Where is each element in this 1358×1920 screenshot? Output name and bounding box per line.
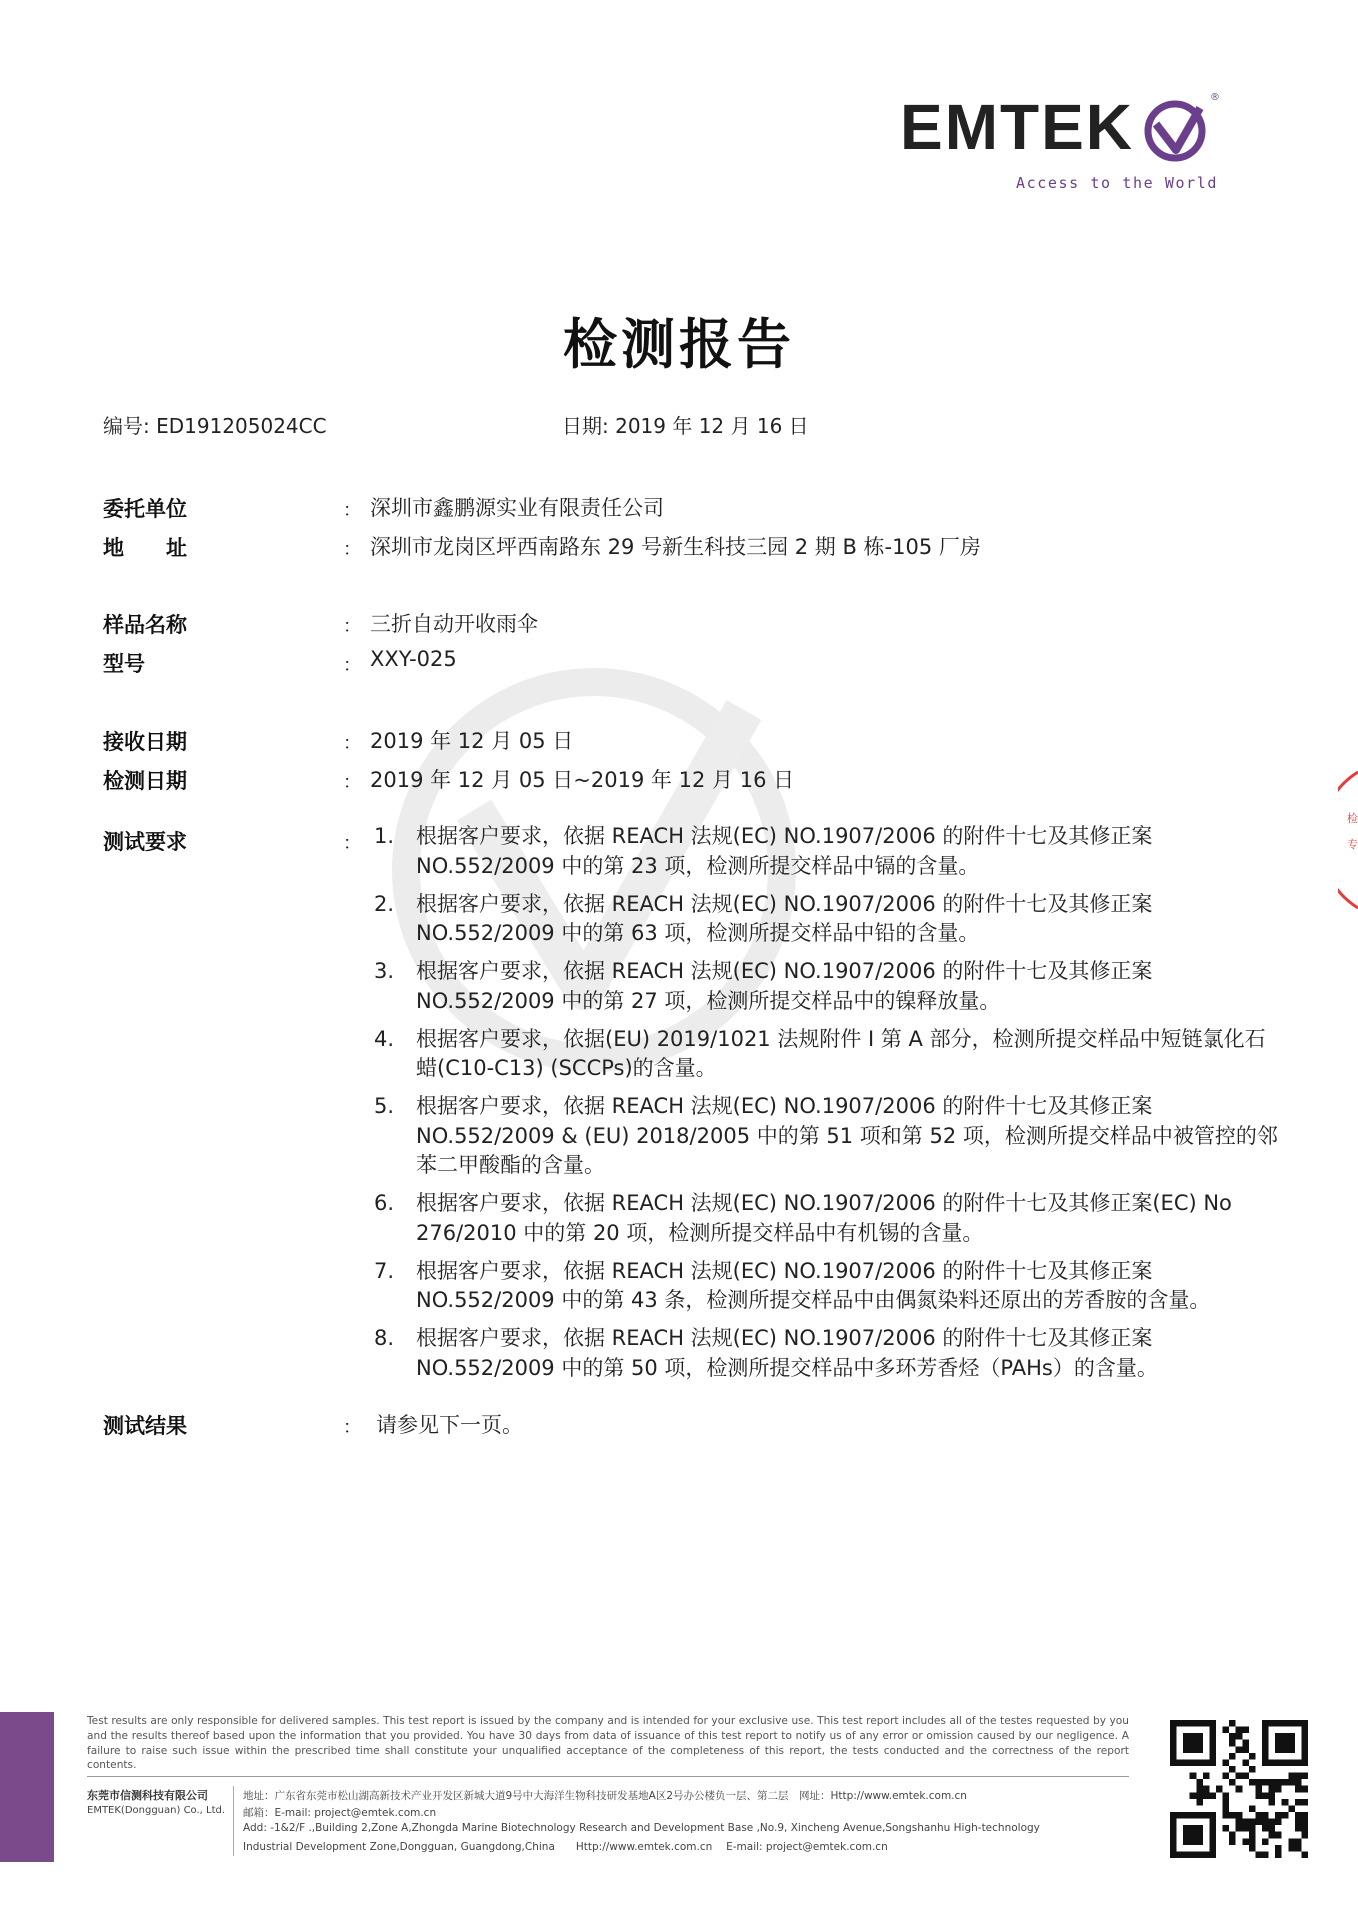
requirement-item [368,1092,1278,1181]
colon: ： [343,833,361,854]
emtek-logo [900,92,1230,202]
svg-text:检: 检 [1347,812,1358,825]
footer-disclaimer: Test results are only responsible for delivered samples. This test report is issued by the company and is intended for your exclusive use. This test report includes all of the testes requested by you and the results thereof based upon the information that you provided. You have 30 days from data of issuance of this test report to notify us of any error or omission caused by our negligence. A failure to raise such issue within the prescribed time shall constitute your unqualified acceptance of the completeness of this report, the tests conducted and the correctness of the report contents. [87,1715,1129,1772]
logo-wordmark: EMTEK [900,91,1134,163]
footer-divider [87,1776,1129,1777]
address-value: 深圳市龙岗区坪西南路东 29 号新生科技三园 2 期 B 栋-105 厂房 [370,535,981,559]
requirement-text: 根据客户要求，依据 REACH 法规(EC) NO.1907/2006 的附件十七及其修正案(EC) No 276/2010 中的第 20 项，检测所提交样品中有机锡的含量。 [416,1191,1232,1245]
colon: ： [343,733,361,754]
requirement-item [368,890,1278,949]
company-name-en: EMTEK(Dongguan) Co., Ltd. [87,1805,226,1816]
requirement-text: 根据客户要求，依据 REACH 法规(EC) NO.1907/2006 的附件十七及其修正案 NO.552/2009 中的第 27 项，检测所提交样品中的镍释放量。 [416,959,1153,1013]
address-label: 地 址 [103,536,187,560]
report-date: 日期: 2019 年 12 月 16 日 [562,414,809,438]
svg-text:专: 专 [1347,838,1358,851]
received-date-value: 2019 年 12 月 05 日 [370,729,574,753]
registered-mark: ® [1210,92,1220,103]
address-en-line2: Industrial Development Zone,Dongguan, Guangdong,China Http://www.emtek.com.cn E-mail: project@emtek.com.cn [243,1841,888,1853]
sample-name-value: 三折自动开收雨伞 [370,612,538,636]
checkmark-circle-icon [1142,98,1208,164]
colon: ： [343,500,361,521]
logo-tagline: Access to the World [1016,174,1218,192]
client-value: 深圳市鑫鹏源实业有限责任公司 [370,496,664,520]
requirement-text: 根据客户要求，依据 REACH 法规(EC) NO.1907/2006 的附件十七及其修正案 NO.552/2009 中的第 43 条，检测所提交样品中由偶氮染料还原出的芳香胺的含量。 [416,1258,1211,1312]
colon: ： [343,539,361,560]
requirement-number: 5. [374,1094,395,1118]
requirements-label: 测试要求 [103,830,187,854]
colon: ： [343,616,361,637]
results-value: 请参见下一页。 [376,1413,523,1437]
address-en-line1: Add: -1&2/F .,Building 2,Zone A,Zhongda Marine Biotechnology Research and Development Base ,No.9, Xincheng Avenue,Songshanhu High-technology [243,1822,1040,1834]
client-label: 委托单位 [103,497,187,521]
requirement-item [368,957,1278,1016]
requirement-text: 根据客户要求，依据 REACH 法规(EC) NO.1907/2006 的附件十七及其修正案 NO.552/2009 中的第 63 项，检测所提交样品中铅的含量。 [416,891,1153,945]
requirement-text: 根据客户要求，依据 REACH 法规(EC) NO.1907/2006 的附件十七及其修正案 NO.552/2009 & (EU) 2018/2005 中的第 51 项和第 52 项，检测所提交样品中被管控的邻苯二甲酸酯的含量。 [416,1094,1278,1177]
address-cn: 地址：广东省东莞市松山湖高新技术产业开发区新城大道9号中大海洋生物科技研发基地A区2号办公楼负一层、第二层 网址：Http://www.emtek.com.cn [243,1790,967,1802]
sample-name-label: 样品名称 [103,613,187,637]
requirement-number: 6. [374,1191,395,1215]
company-name-cn: 东莞市信测科技有限公司 [87,1789,208,1802]
requirement-number: 1. [374,824,395,848]
report-title: 检测报告 [563,313,795,376]
test-date-value: 2019 年 12 月 05 日~2019 年 12 月 16 日 [370,768,795,792]
footer-vertical-divider [233,1786,234,1856]
model-label: 型号 [103,652,145,676]
requirement-number: 7. [374,1258,395,1283]
requirement-number: 3. [374,959,395,983]
requirement-item [368,1324,1278,1383]
email-cn: 邮箱：E-mail: project@emtek.com.cn [243,1807,437,1819]
requirement-number: 8. [374,1326,395,1350]
report-number: 编号: ED191205024CC [103,414,327,438]
requirement-item [368,1257,1278,1316]
colon: ： [343,772,361,793]
model-value: XXY-025 [370,647,457,671]
received-date-label: 接收日期 [103,730,187,754]
qr-code-icon [1170,1720,1308,1858]
test-date-label: 检测日期 [103,769,187,793]
red-seal-stamp [1338,770,1358,910]
requirement-text: 根据客户要求，依据(EU) 2019/1021 法规附件 I 第 A 部分，检测所提交样品中短链氯化石蜡(C10-C13) (SCCPs)的含量。 [416,1026,1266,1080]
results-label: 测试结果 [103,1414,187,1438]
requirement-item [368,1189,1278,1248]
colon: ： [343,655,361,676]
colon: ： [343,1417,361,1438]
requirement-item [368,1025,1278,1084]
footer-accent-bar [0,1712,54,1862]
requirement-item [368,822,1278,881]
requirements-list [368,822,1278,1392]
requirement-number: 4. [374,1026,395,1051]
requirement-number: 2. [374,891,395,916]
requirement-text: 根据客户要求，依据 REACH 法规(EC) NO.1907/2006 的附件十七及其修正案 NO.552/2009 中的第 23 项，检测所提交样品中镉的含量。 [416,824,1153,878]
requirement-text: 根据客户要求，依据 REACH 法规(EC) NO.1907/2006 的附件十七及其修正案 NO.552/2009 中的第 50 项，检测所提交样品中多环芳香烃（PAHs）的含量。 [416,1326,1158,1380]
